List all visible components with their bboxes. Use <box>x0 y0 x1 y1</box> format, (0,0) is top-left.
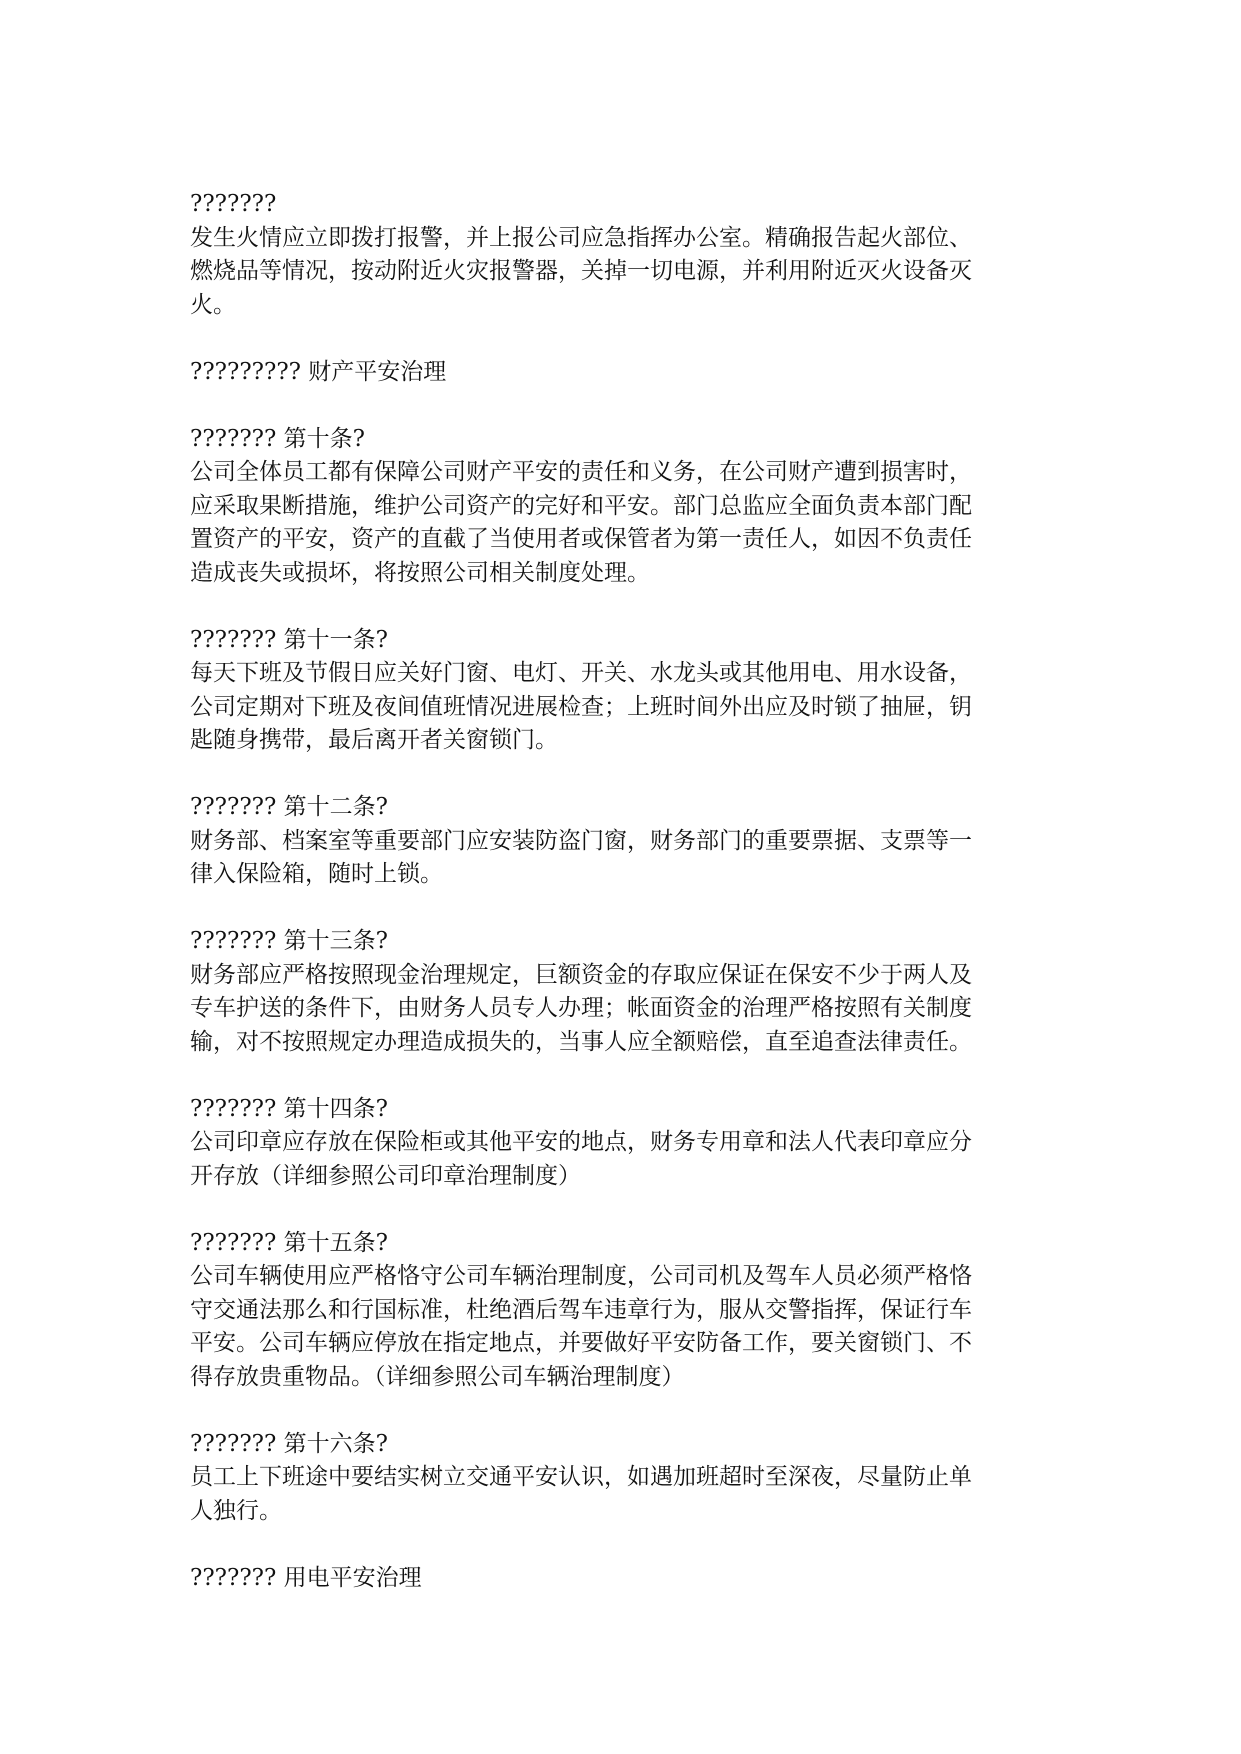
text-line: 员工上下班途中要结实树立交通平安认识，如遇加班超时至深夜，尽量防止单 <box>190 1464 972 1490</box>
text-line: 火。 <box>190 291 236 318</box>
article-heading: ??????? 第十条? <box>190 425 365 452</box>
article-12 <box>190 791 1050 892</box>
paragraph <box>190 825 1050 892</box>
article-16 <box>190 1428 1050 1529</box>
article-heading: ??????? 第十三条? <box>190 928 388 954</box>
section-electrical-safety-title <box>190 1562 1050 1596</box>
article-heading: ??????? 第十四条? <box>190 1095 388 1122</box>
text-line: 专车护送的条件下，由财务人员专人办理；帐面资金的治理严格按照有关制度 <box>190 995 972 1021</box>
article-heading: ??????? 第十六条? <box>190 1430 388 1457</box>
text-line: 输，对不按照规定办理造成损失的，当事人应全额赔偿，直至追查法律责任。 <box>190 1028 972 1055</box>
paragraph <box>190 1126 1050 1193</box>
paragraph <box>190 1260 1050 1394</box>
text-line: 公司车辆使用应严格恪守公司车辆治理制度，公司司机及驾车人员必须严格恪 <box>190 1263 972 1289</box>
paragraph <box>190 959 1050 1060</box>
article-heading: ??????? 第十一条? <box>190 626 388 653</box>
text-line: 人独行。 <box>190 1497 282 1524</box>
text-line: 公司全体员工都有保障公司财产平安的责任和义务，在公司财产遭到损害时， <box>190 459 972 485</box>
text-line: 每天下班及节假日应关好门窗、电灯、开关、水龙头或其他用电、用水设备， <box>190 660 972 686</box>
text-line: 应采取果断措施，维护公司资产的完好和平安。部门总监应全面负责本部门配 <box>190 492 972 519</box>
text-line: 公司定期对下班及夜间值班情况进展检查；上班时间外出应及时锁了抽屉，钥 <box>190 693 972 720</box>
paragraph <box>190 657 1050 758</box>
paragraph <box>190 1461 1050 1528</box>
text-line: 财务部应严格按照现金治理规定，巨额资金的存取应保证在保安不少于两人及 <box>190 961 972 988</box>
chapter-heading: ????????? 财产平安治理 <box>190 358 447 385</box>
text-line: 平安。公司车辆应停放在指定地点，并要做好平安防备工作，要关窗锁门、不 <box>190 1330 972 1356</box>
article-15 <box>190 1227 1050 1395</box>
text-line: 开存放（详细参照公司印章治理制度） <box>190 1162 581 1189</box>
article-10 <box>190 423 1050 591</box>
article-heading: ??????? 第十二条? <box>190 794 388 820</box>
paragraph <box>190 222 1050 323</box>
section-property-safety-title <box>190 356 1050 390</box>
text-line: 财务部、档案室等重要部门应安装防盗门窗，财务部门的重要票据、支票等一 <box>190 827 972 854</box>
article-heading: ??????? 第十五条? <box>190 1229 388 1256</box>
text-line: 匙随身携带，最后离开者关窗锁门。 <box>190 727 558 753</box>
paragraph <box>190 456 1050 590</box>
text-line: 守交通法那么和行国标准，杜绝酒后驾车违章行为，服从交警指挥，保证行车 <box>190 1296 972 1323</box>
article-11 <box>190 624 1050 758</box>
text-line: 律入保险箱，随时上锁。 <box>190 861 443 887</box>
article-13 <box>190 925 1050 1059</box>
text-line: 公司印章应存放在保险柜或其他平安的地点，财务专用章和法人代表印章应分 <box>190 1129 972 1155</box>
article-14 <box>190 1093 1050 1194</box>
text-line: 造成丧失或损坏，将按照公司相关制度处理。 <box>190 559 650 586</box>
text-line: 置资产的平安，资产的直截了当使用者或保管者为第一责任人，如因不负责任 <box>190 526 972 552</box>
text-line: 得存放贵重物品。（详细参照公司车辆治理制度） <box>190 1363 685 1390</box>
section-fire-response <box>190 188 1050 322</box>
section-heading: ??????? <box>190 191 277 217</box>
chapter-heading: ??????? 用电平安治理 <box>190 1564 422 1591</box>
text-line: 燃烧品等情况，按动附近火灾报警器，关掉一切电源，并利用附近灭火设备灭 <box>190 258 972 284</box>
document-page <box>190 188 1050 1629</box>
text-line: 发生火情应立即拨打报警，并上报公司应急指挥办公室。精确报告起火部位、 <box>190 224 972 251</box>
